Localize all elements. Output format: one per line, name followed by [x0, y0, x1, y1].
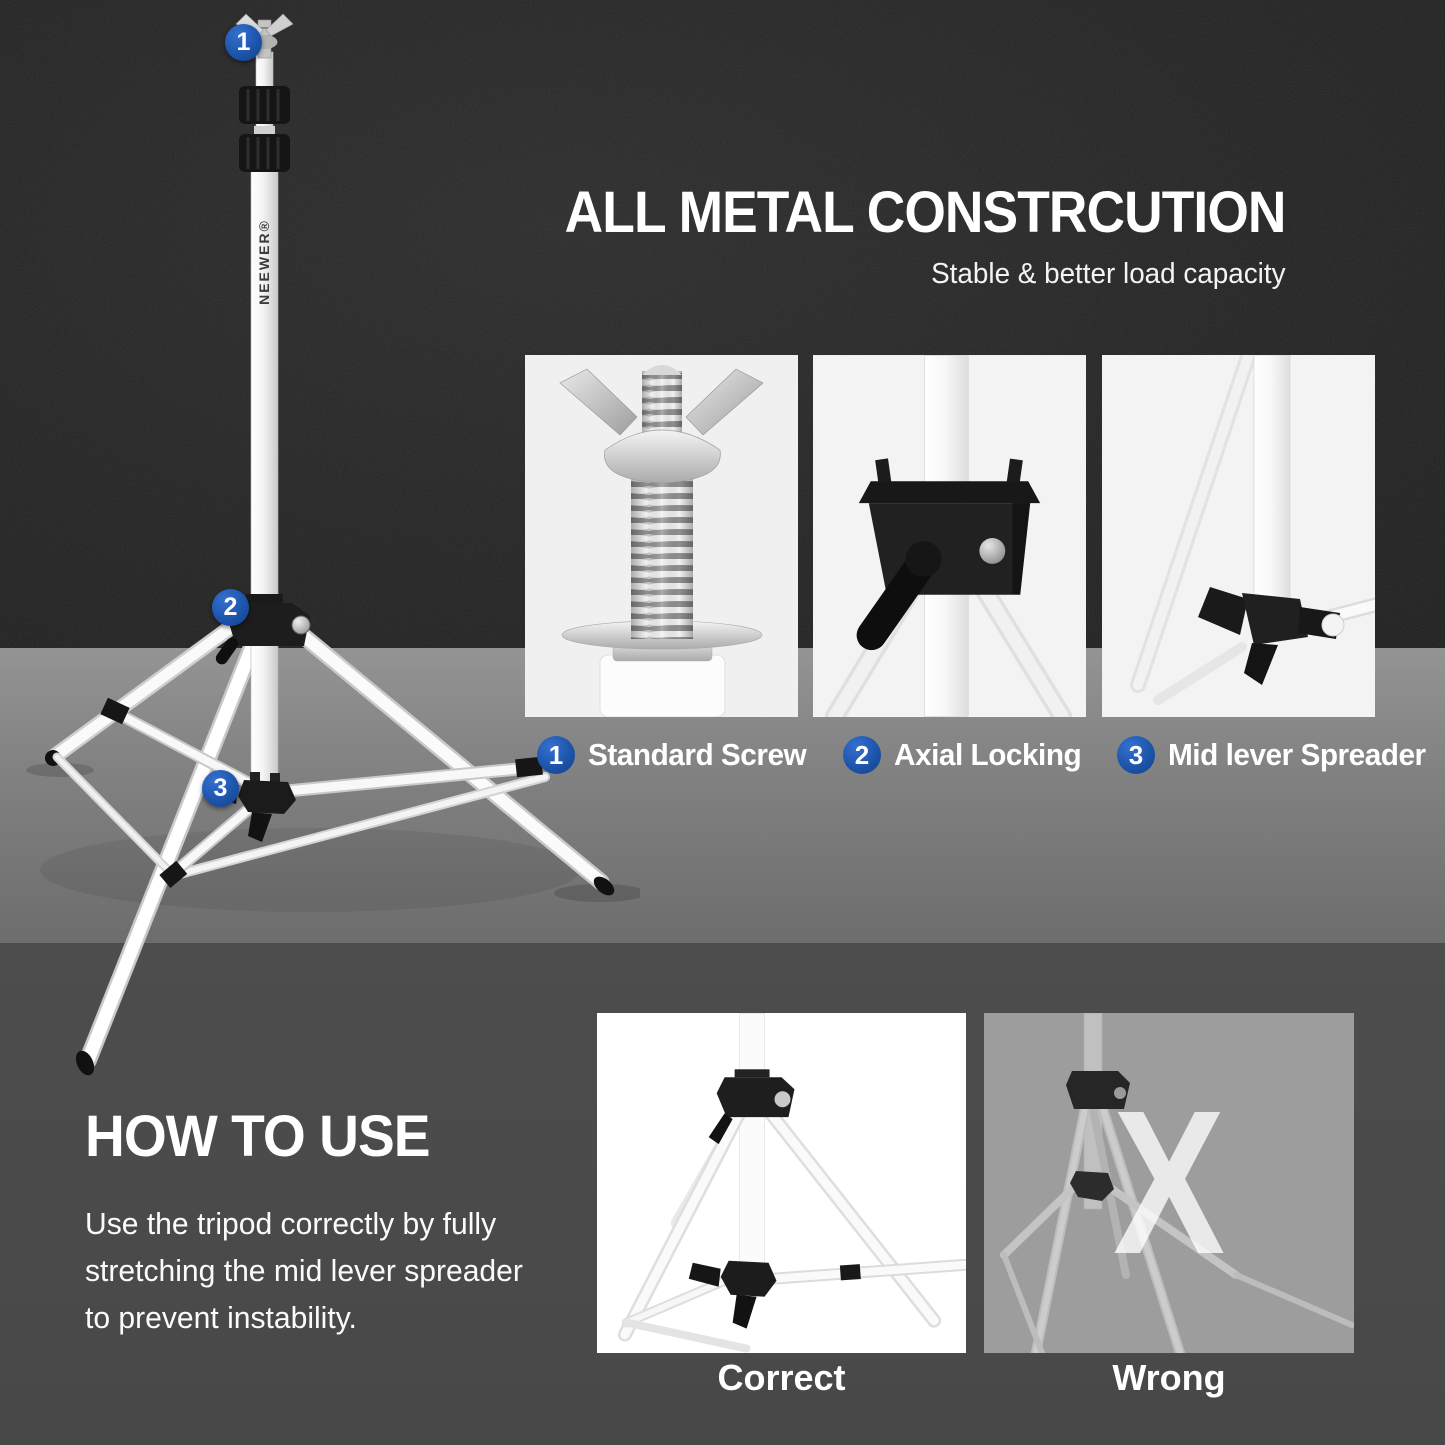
axial-locking-photo	[813, 355, 1086, 717]
feature-number: 2	[854, 739, 870, 770]
feature-caption-axial-locking	[843, 736, 1089, 774]
feature-number: 1	[548, 739, 564, 770]
how-to-use-title: HOW TO USE	[85, 1104, 430, 1169]
feature-number-badge	[843, 736, 881, 774]
feature-number: 3	[1128, 739, 1144, 770]
feature-label: Axial Locking	[894, 737, 1082, 772]
neewer-logo: NEEWER®	[256, 219, 272, 305]
correct-label: Correct	[717, 1357, 846, 1398]
correct-tripod-photo	[597, 1013, 966, 1353]
callout-number: 3	[213, 774, 228, 802]
feature-caption-standard-screw	[537, 736, 815, 774]
stand-callout-2	[212, 589, 249, 626]
callout-number: 2	[223, 593, 238, 621]
feature-photo-mid-lever-spreader	[1102, 355, 1375, 717]
wrong-usage-photo	[984, 1013, 1354, 1353]
feature-label: Standard Screw	[588, 737, 807, 772]
body-line: Use the tripod correctly by fully	[85, 1206, 497, 1241]
feature-photo-standard-screw	[525, 355, 798, 717]
wrong-x-mark: X	[1112, 1068, 1226, 1297]
metal-construction-header	[502, 180, 1286, 291]
feature-label: Mid lever Spreader	[1168, 737, 1426, 772]
section-title: ALL METAL CONSTRCUTION	[565, 180, 1286, 245]
feature-caption-mid-lever-spreader	[1117, 736, 1436, 774]
feature-number-badge	[1117, 736, 1155, 774]
correct-usage-photo	[597, 1013, 966, 1353]
feature-number-badge	[537, 736, 575, 774]
how-to-use-body	[85, 1200, 536, 1341]
how-to-use-section	[85, 1104, 536, 1341]
locking-knobs	[239, 86, 290, 172]
body-line: stretching the mid lever spreader	[85, 1253, 523, 1288]
wrong-label: Wrong	[1112, 1357, 1226, 1398]
body-line: to prevent instability.	[85, 1300, 357, 1335]
section-subtitle: Stable & better load capacity	[931, 258, 1286, 290]
feature-photo-axial-locking	[813, 355, 1086, 717]
stand-callout-1	[225, 24, 262, 61]
wrong-tripod-photo	[984, 1013, 1354, 1353]
callout-number: 1	[236, 28, 251, 56]
stand-callout-3	[202, 770, 239, 807]
mid-lever-spreader-photo	[1102, 355, 1375, 717]
wing-screw-photo	[525, 355, 798, 717]
